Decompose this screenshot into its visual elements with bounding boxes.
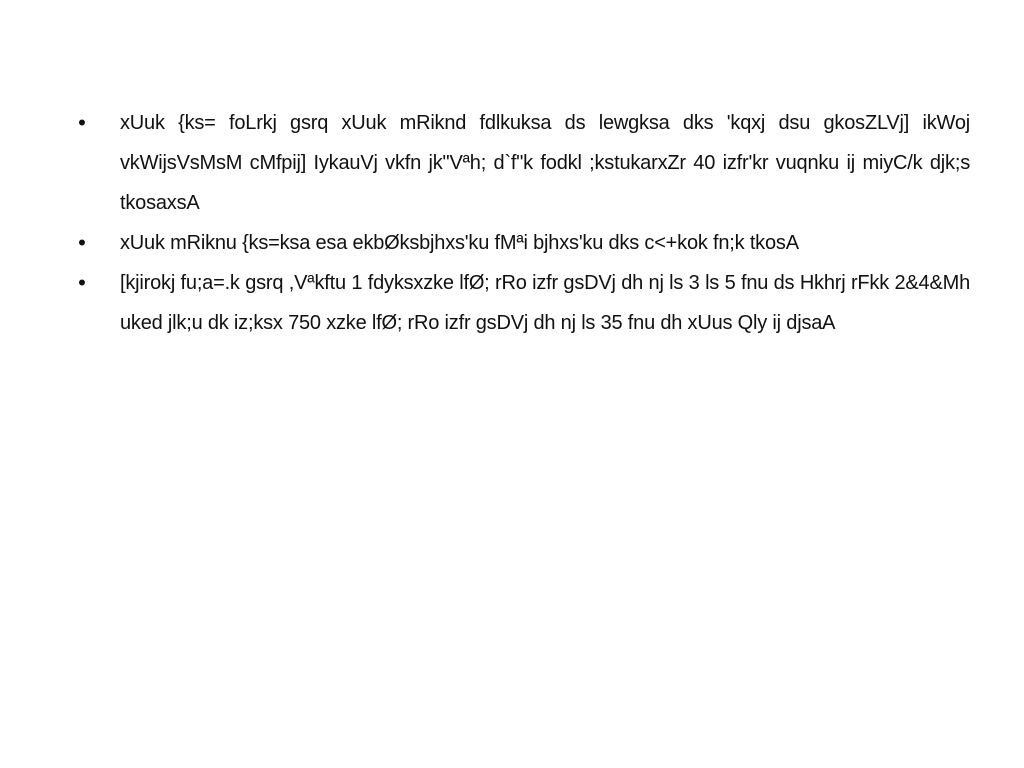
- bullet-item-2: [72, 223, 970, 263]
- bullet-text: [kjirokj fu;a=.k gsrq ,Vªkftu 1 fdyksxzke lfØ; rRo izfr gsDVj dh nj ls 3 ls 5 fnu ds Hkhrj rFkk 2&4&Mh uked jlk;u dk iz;ksx 750 xzke lfØ; rRo izfr gsDVj dh nj ls 35 fnu dh xUus Qly ij djsaA: [120, 272, 970, 334]
- bullet-list: [72, 103, 970, 343]
- bullet-item-3: [72, 263, 970, 343]
- bullet-marker: •: [78, 270, 86, 295]
- bullet-marker: •: [78, 230, 86, 255]
- bullet-text: xUuk mRiknu {ks=ksa esa ekbØksbjhxs'ku fMªi bjhxs'ku dks c<+kok fn;k tkosA: [120, 232, 799, 254]
- bullet-text: xUuk {ks= foLrkj gsrq xUuk mRiknd fdlkuksa ds lewgksa dks 'kqxj dsu gkosZLVj] ikWoj vkWijsVsMsM cMfpij] IykauVj vkfn jk"Vªh; d`f"k fodkl ;kstukarxZr 40 izfr'kr vuqnku ij miyC/k djk;s tkosaxsA: [120, 112, 970, 214]
- bullet-item-1: [72, 103, 970, 223]
- bullet-marker: •: [78, 110, 86, 135]
